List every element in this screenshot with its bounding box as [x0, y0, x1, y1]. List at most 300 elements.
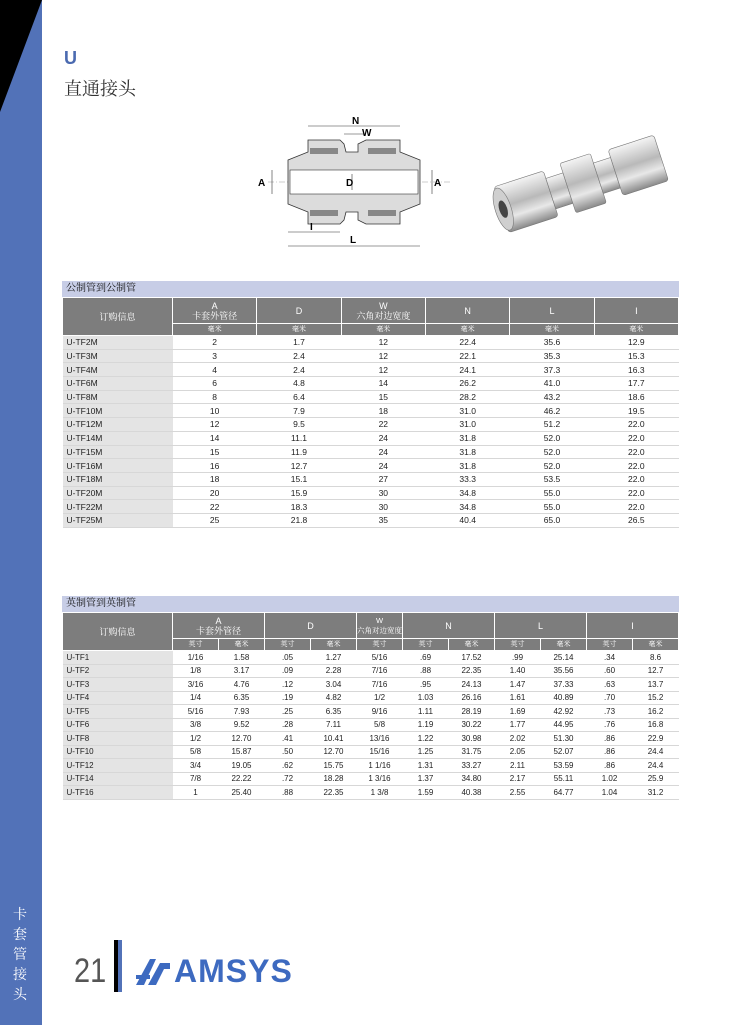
table-cell: 15/16 — [357, 745, 403, 759]
table-cell: 2.02 — [495, 732, 541, 746]
dim-label-a-right: A — [434, 178, 442, 189]
table-cell: 3/16 — [173, 678, 219, 692]
table-cell: 7.93 — [219, 705, 265, 719]
table-cell: 19.05 — [219, 759, 265, 773]
table-cell: .63 — [587, 678, 633, 692]
table-cell: 13/16 — [357, 732, 403, 746]
table-row — [63, 459, 679, 473]
side-category-label — [0, 905, 42, 1005]
table-cell: 65.0 — [510, 513, 594, 527]
table-cell: 2.55 — [495, 786, 541, 800]
table-cell: 18 — [173, 472, 257, 486]
table-cell: 30 — [341, 486, 425, 500]
table-cell: 30 — [341, 500, 425, 514]
table-cell: 1/4 — [173, 691, 219, 705]
table-cell: 37.33 — [541, 678, 587, 692]
table-cell: 12 — [341, 349, 425, 363]
table-cell: 20 — [173, 486, 257, 500]
table-row — [63, 472, 679, 486]
table-row — [63, 404, 679, 418]
table-cell: 30.98 — [449, 732, 495, 746]
order-code-cell: U-TF15M — [63, 445, 173, 459]
table-cell: 16.2 — [633, 705, 679, 719]
order-code-cell: U-TF8 — [63, 732, 173, 746]
side-char: 头 — [13, 987, 29, 1003]
table-cell: .09 — [265, 664, 311, 678]
table-cell: 15.2 — [633, 691, 679, 705]
order-code-cell: U-TF2M — [63, 336, 173, 350]
table-cell: 55.11 — [541, 772, 587, 786]
imperial-table-body — [63, 651, 679, 800]
table-cell: 27 — [341, 472, 425, 486]
order-code-cell: U-TF14 — [63, 772, 173, 786]
table-cell: .70 — [587, 691, 633, 705]
imperial-table-caption: 英制管到英制管 — [62, 596, 679, 612]
table-cell: 34.8 — [425, 486, 509, 500]
table-cell: 1.40 — [495, 664, 541, 678]
table-cell: 40.38 — [449, 786, 495, 800]
brand-name: AMSYS — [174, 953, 293, 989]
unit-header: 英寸 — [173, 639, 219, 651]
order-code-cell: U-TF12M — [63, 418, 173, 432]
table-cell: 22.35 — [311, 786, 357, 800]
col-header-sub: 六角对边宽度 — [357, 625, 402, 635]
table-cell: 40.4 — [425, 513, 509, 527]
table-cell: 22.0 — [594, 486, 678, 500]
table-cell: 11.9 — [257, 445, 341, 459]
table-cell: 22.0 — [594, 431, 678, 445]
table-cell: .95 — [403, 678, 449, 692]
col-header-top: W — [375, 615, 384, 625]
table-row — [63, 759, 679, 773]
table-cell: 5/8 — [357, 718, 403, 732]
order-code-cell: U-TF18M — [63, 472, 173, 486]
table-cell: .88 — [265, 786, 311, 800]
table-cell: 5/16 — [173, 705, 219, 719]
table-cell: .25 — [265, 705, 311, 719]
table-cell: 1.03 — [403, 691, 449, 705]
table-row — [63, 651, 679, 665]
table-cell: 26.2 — [425, 377, 509, 391]
col-header-top: D — [307, 620, 314, 631]
table-cell: 12.70 — [219, 732, 265, 746]
order-code-cell: U-TF22M — [63, 500, 173, 514]
table-cell: .73 — [587, 705, 633, 719]
unit-header: 毫米 — [257, 324, 341, 336]
table-cell: 34.80 — [449, 772, 495, 786]
table-cell: 19.5 — [594, 404, 678, 418]
table-cell: 3 — [173, 349, 257, 363]
col-header-d — [257, 298, 341, 324]
table-cell: 1.77 — [495, 718, 541, 732]
table-cell: 18 — [341, 404, 425, 418]
table-cell: 2.4 — [257, 349, 341, 363]
table-cell: 8.6 — [633, 651, 679, 665]
dim-label-w: W — [362, 128, 372, 139]
table-cell: 10.41 — [311, 732, 357, 746]
table-row — [63, 500, 679, 514]
table-cell: 8 — [173, 390, 257, 404]
table-cell: 31.75 — [449, 745, 495, 759]
table-cell: 30.22 — [449, 718, 495, 732]
dim-label-a-left: A — [258, 178, 266, 189]
table-cell: 13.7 — [633, 678, 679, 692]
table-cell: .99 — [495, 651, 541, 665]
table-cell: 1/2 — [173, 732, 219, 746]
order-code-cell: U-TF5 — [63, 705, 173, 719]
order-info-header: 订购信息 — [63, 613, 173, 651]
table-cell: 33.3 — [425, 472, 509, 486]
col-header-top: I — [635, 305, 638, 316]
table-cell: .76 — [587, 718, 633, 732]
table-cell: 24 — [341, 445, 425, 459]
table-cell: .12 — [265, 678, 311, 692]
table-row — [63, 486, 679, 500]
unit-header: 毫米 — [510, 324, 594, 336]
table-cell: 35.3 — [510, 349, 594, 363]
col-header-top: L — [537, 620, 543, 631]
table-cell: 25.40 — [219, 786, 265, 800]
metric-table-caption: 公制管到公制管 — [62, 281, 679, 297]
col-header-w — [341, 298, 425, 324]
table-cell: 31.8 — [425, 445, 509, 459]
table-cell: 6.35 — [219, 691, 265, 705]
table-row — [63, 691, 679, 705]
unit-header: 毫米 — [541, 639, 587, 651]
table-row — [63, 513, 679, 527]
table-cell: 5/16 — [357, 651, 403, 665]
table-cell: 15 — [341, 390, 425, 404]
table-cell: 4.82 — [311, 691, 357, 705]
metric-table-section — [62, 281, 679, 528]
unit-header: 英寸 — [495, 639, 541, 651]
table-row — [63, 718, 679, 732]
order-code-cell: U-TF4 — [63, 691, 173, 705]
table-cell: 12 — [173, 418, 257, 432]
table-cell: 22.0 — [594, 418, 678, 432]
table-cell: 2 — [173, 336, 257, 350]
dim-label-l: L — [350, 235, 357, 246]
table-cell: .86 — [587, 745, 633, 759]
table-cell: 9.52 — [219, 718, 265, 732]
table-cell: 1.37 — [403, 772, 449, 786]
col-header-a — [173, 298, 257, 324]
table-cell: 28.19 — [449, 705, 495, 719]
table-cell: 52.0 — [510, 459, 594, 473]
side-band — [0, 0, 42, 1025]
order-code-cell: U-TF16M — [63, 459, 173, 473]
col-header-sub: 卡套外管径 — [192, 310, 238, 321]
table-cell: 14 — [173, 431, 257, 445]
table-cell: 16 — [173, 459, 257, 473]
order-code-cell: U-TF10M — [63, 404, 173, 418]
col-header-top: A — [211, 300, 218, 311]
imperial-table-section — [62, 596, 679, 800]
table-cell: 22.35 — [449, 664, 495, 678]
table-cell: 22.9 — [633, 732, 679, 746]
table-cell: 53.59 — [541, 759, 587, 773]
table-cell: 52.0 — [510, 445, 594, 459]
table-cell: 24.4 — [633, 745, 679, 759]
table-cell: 15.75 — [311, 759, 357, 773]
table-cell: .88 — [403, 664, 449, 678]
table-cell: 31.8 — [425, 431, 509, 445]
table-cell: 26.16 — [449, 691, 495, 705]
table-cell: 6.4 — [257, 390, 341, 404]
table-cell: 18.3 — [257, 500, 341, 514]
brand-logo-icon — [134, 955, 172, 989]
dim-label-i: I — [310, 222, 313, 233]
table-cell: 4 — [173, 363, 257, 377]
table-row — [63, 431, 679, 445]
col-header-d — [265, 613, 357, 639]
side-corner — [0, 0, 42, 112]
side-char: 套 — [13, 927, 29, 943]
table-cell: 52.0 — [510, 431, 594, 445]
table-cell: 24.4 — [633, 759, 679, 773]
table-cell: 22.22 — [219, 772, 265, 786]
table-cell: 18.6 — [594, 390, 678, 404]
table-cell: 4.76 — [219, 678, 265, 692]
table-cell: 41.0 — [510, 377, 594, 391]
table-cell: 1.59 — [403, 786, 449, 800]
order-code-cell: U-TF6M — [63, 377, 173, 391]
product-photo — [490, 120, 670, 240]
table-cell: 12 — [341, 336, 425, 350]
table-cell: .34 — [587, 651, 633, 665]
table-cell: .86 — [587, 732, 633, 746]
col-header-sub: 六角对边宽度 — [356, 310, 411, 321]
order-code-cell: U-TF16 — [63, 786, 173, 800]
table-cell: 1.11 — [403, 705, 449, 719]
unit-header: 英寸 — [403, 639, 449, 651]
table-row — [63, 664, 679, 678]
table-cell: 1.04 — [587, 786, 633, 800]
table-cell: 14 — [341, 377, 425, 391]
table-cell: 12 — [341, 363, 425, 377]
table-cell: 15.1 — [257, 472, 341, 486]
table-cell: 1.22 — [403, 732, 449, 746]
table-cell: 31.0 — [425, 404, 509, 418]
table-cell: 17.52 — [449, 651, 495, 665]
dim-label-d: D — [346, 178, 354, 189]
table-cell: 15.3 — [594, 349, 678, 363]
table-cell: 35.6 — [510, 336, 594, 350]
table-cell: 1/8 — [173, 664, 219, 678]
table-cell: 40.89 — [541, 691, 587, 705]
side-char: 管 — [13, 947, 29, 963]
table-cell: 53.5 — [510, 472, 594, 486]
side-char: 接 — [13, 967, 29, 983]
table-row — [63, 349, 679, 363]
order-code-cell: U-TF14M — [63, 431, 173, 445]
table-cell: 2.17 — [495, 772, 541, 786]
table-cell: 55.0 — [510, 500, 594, 514]
col-header-top: D — [295, 305, 303, 316]
table-cell: 24 — [341, 431, 425, 445]
order-code-cell: U-TF12 — [63, 759, 173, 773]
table-cell: 24.1 — [425, 363, 509, 377]
table-cell: 9/16 — [357, 705, 403, 719]
table-cell: .60 — [587, 664, 633, 678]
table-cell: 7.9 — [257, 404, 341, 418]
table-cell: 52.07 — [541, 745, 587, 759]
dim-label-n: N — [352, 116, 360, 127]
page-number: 21 — [74, 952, 107, 990]
table-cell: 1.19 — [403, 718, 449, 732]
metric-table — [62, 297, 679, 528]
table-cell: 22 — [341, 418, 425, 432]
table-row — [63, 445, 679, 459]
table-row — [63, 418, 679, 432]
unit-header: 毫米 — [341, 324, 425, 336]
table-cell: 1.25 — [403, 745, 449, 759]
table-cell: 4.8 — [257, 377, 341, 391]
table-cell: 7/8 — [173, 772, 219, 786]
order-info-header: 订购信息 — [63, 298, 173, 336]
col-header-top: A — [215, 615, 222, 626]
table-cell: 1/16 — [173, 651, 219, 665]
table-row — [63, 786, 679, 800]
col-header-n — [425, 298, 509, 324]
table-cell: 1.47 — [495, 678, 541, 692]
table-cell: 44.95 — [541, 718, 587, 732]
table-cell: 25.9 — [633, 772, 679, 786]
table-cell: 1.7 — [257, 336, 341, 350]
order-code-cell: U-TF20M — [63, 486, 173, 500]
footer-divider-accent — [118, 940, 122, 992]
table-cell: 1 3/16 — [357, 772, 403, 786]
order-code-cell: U-TF2 — [63, 664, 173, 678]
table-cell: 35 — [341, 513, 425, 527]
table-cell: 12.9 — [594, 336, 678, 350]
table-cell: .05 — [265, 651, 311, 665]
table-cell: 15.9 — [257, 486, 341, 500]
unit-header: 英寸 — [587, 639, 633, 651]
table-cell: 2.05 — [495, 745, 541, 759]
table-cell: 7/16 — [357, 678, 403, 692]
table-cell: .19 — [265, 691, 311, 705]
table-row — [63, 336, 679, 350]
table-cell: 10 — [173, 404, 257, 418]
table-cell: 2.4 — [257, 363, 341, 377]
table-cell: 15 — [173, 445, 257, 459]
unit-header: 毫米 — [633, 639, 679, 651]
order-code-cell: U-TF25M — [63, 513, 173, 527]
table-cell: 18.28 — [311, 772, 357, 786]
side-char: 卡 — [13, 907, 29, 923]
table-cell: 22 — [173, 500, 257, 514]
table-cell: 3/8 — [173, 718, 219, 732]
col-header-sub: 卡套外管径 — [195, 625, 241, 636]
table-cell: 1.02 — [587, 772, 633, 786]
table-cell: 1 — [173, 786, 219, 800]
table-cell: 6.35 — [311, 705, 357, 719]
table-cell: 12.7 — [257, 459, 341, 473]
table-cell: 51.30 — [541, 732, 587, 746]
table-cell: .28 — [265, 718, 311, 732]
table-cell: 24.13 — [449, 678, 495, 692]
table-cell: 25 — [173, 513, 257, 527]
col-header-i — [594, 298, 678, 324]
table-cell: 22.0 — [594, 500, 678, 514]
table-cell: 12.70 — [311, 745, 357, 759]
table-cell: 37.3 — [510, 363, 594, 377]
product-code: U — [64, 48, 77, 68]
table-cell: 24 — [341, 459, 425, 473]
table-row — [63, 390, 679, 404]
unit-header: 毫米 — [219, 639, 265, 651]
col-header-top: I — [631, 620, 634, 631]
table-cell: 1 1/16 — [357, 759, 403, 773]
table-cell: 3/4 — [173, 759, 219, 773]
table-cell: 9.5 — [257, 418, 341, 432]
col-header-top: W — [379, 300, 388, 311]
table-cell: 42.92 — [541, 705, 587, 719]
table-row — [63, 732, 679, 746]
imperial-table — [62, 612, 679, 800]
unit-header: 毫米 — [425, 324, 509, 336]
table-cell: 15.87 — [219, 745, 265, 759]
table-cell: 22.0 — [594, 459, 678, 473]
table-cell: 16.3 — [594, 363, 678, 377]
table-cell: 3.04 — [311, 678, 357, 692]
order-code-cell: U-TF3 — [63, 678, 173, 692]
table-cell: 51.2 — [510, 418, 594, 432]
table-cell: 31.8 — [425, 459, 509, 473]
table-cell: 2.11 — [495, 759, 541, 773]
table-cell: 35.56 — [541, 664, 587, 678]
order-code-cell: U-TF10 — [63, 745, 173, 759]
order-code-cell: U-TF8M — [63, 390, 173, 404]
table-cell: 17.7 — [594, 377, 678, 391]
unit-header: 毫米 — [449, 639, 495, 651]
table-cell: 43.2 — [510, 390, 594, 404]
table-cell: 3.17 — [219, 664, 265, 678]
table-cell: 11.1 — [257, 431, 341, 445]
table-cell: 1.58 — [219, 651, 265, 665]
table-cell: 55.0 — [510, 486, 594, 500]
table-cell: .69 — [403, 651, 449, 665]
table-cell: 1.27 — [311, 651, 357, 665]
table-cell: 7.11 — [311, 718, 357, 732]
col-header-w — [357, 613, 403, 639]
table-row — [63, 678, 679, 692]
table-row — [63, 745, 679, 759]
order-code-cell: U-TF3M — [63, 349, 173, 363]
unit-header: 毫米 — [173, 324, 257, 336]
col-header-i — [587, 613, 679, 639]
unit-header: 英寸 — [357, 639, 403, 651]
table-cell: .50 — [265, 745, 311, 759]
table-row — [63, 705, 679, 719]
unit-header: 毫米 — [594, 324, 678, 336]
table-row — [63, 772, 679, 786]
order-code-cell: U-TF6 — [63, 718, 173, 732]
table-cell: .41 — [265, 732, 311, 746]
table-cell: 28.2 — [425, 390, 509, 404]
table-cell: 46.2 — [510, 404, 594, 418]
table-cell: .86 — [587, 759, 633, 773]
order-code-cell: U-TF1 — [63, 651, 173, 665]
col-header-n — [403, 613, 495, 639]
table-cell: 12.7 — [633, 664, 679, 678]
table-cell: 64.77 — [541, 786, 587, 800]
col-header-top: N — [464, 305, 471, 316]
table-cell: 21.8 — [257, 513, 341, 527]
table-cell: 31.2 — [633, 786, 679, 800]
table-cell: 6 — [173, 377, 257, 391]
